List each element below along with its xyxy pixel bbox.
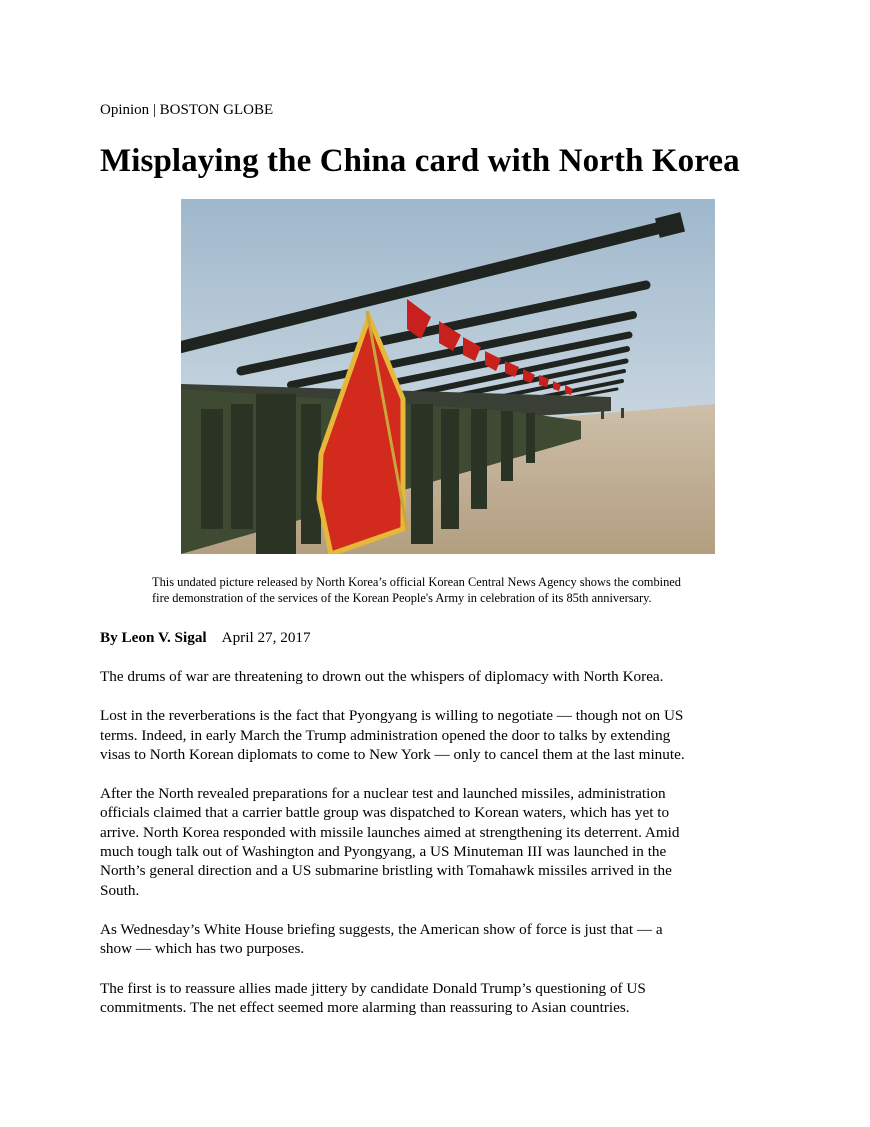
section-kicker: Opinion | BOSTON GLOBE bbox=[100, 102, 274, 118]
caption-line: fire demonstration of the services of the Korean People's Army in celebration of its 85th anniversary. bbox=[152, 591, 652, 605]
paragraph-line: Lost in the reverberations is the fact that Pyongyang is willing to negotiate — though not on US bbox=[100, 707, 684, 725]
paragraph bbox=[100, 920, 780, 959]
paragraph-line: commitments. The net effect seemed more alarming than reassuring to Asian countries. bbox=[100, 998, 630, 1016]
paragraph bbox=[100, 979, 780, 1018]
photo-caption bbox=[152, 574, 792, 606]
paragraph-line: show — which has two purposes. bbox=[100, 940, 305, 958]
paragraph bbox=[100, 667, 780, 686]
paragraph-line: North’s general direction and a US submarine bristling with Tomahawk missiles arrived in the bbox=[100, 862, 672, 880]
publish-date: April 27, 2017 bbox=[221, 629, 311, 646]
article-headline: Misplaying the China card with North Korea bbox=[100, 143, 740, 179]
paragraph-line: After the North revealed preparations for a nuclear test and launched missiles, administration bbox=[100, 785, 666, 803]
paragraph-line: officials claimed that a carrier battle group was dispatched to Korean waters, which has yet to bbox=[100, 804, 670, 822]
paragraph bbox=[100, 706, 780, 764]
paragraph bbox=[100, 784, 780, 900]
byline bbox=[100, 628, 311, 647]
author-name: By Leon V. Sigal bbox=[100, 629, 207, 646]
paragraph-line: much tough talk out of Washington and Pyongyang, a US Minuteman III was launched in the bbox=[100, 843, 667, 861]
paragraph-line: South. bbox=[100, 881, 140, 899]
article-body bbox=[100, 667, 780, 1037]
paragraph-line: arrive. North Korea responded with missile launches aimed at strengthening its deterrent. Amid bbox=[100, 823, 680, 841]
paragraph-line: As Wednesday’s White House briefing suggests, the American show of force is just that — a bbox=[100, 920, 663, 938]
caption-line: This undated picture released by North Korea’s official Korean Central News Agency shows the combined bbox=[152, 575, 681, 589]
article-photo bbox=[181, 199, 715, 554]
paragraph-line: The drums of war are threatening to drown out the whispers of diplomacy with North Korea. bbox=[100, 668, 664, 685]
paragraph-line: The first is to reassure allies made jittery by candidate Donald Trump’s questioning of US bbox=[100, 979, 646, 997]
paragraph-line: terms. Indeed, in early March the Trump administration opened the door to talks by extending bbox=[100, 726, 671, 744]
paragraph-line: visas to North Korean diplomats to come to New York — only to cancel them at the last minute. bbox=[100, 745, 685, 763]
